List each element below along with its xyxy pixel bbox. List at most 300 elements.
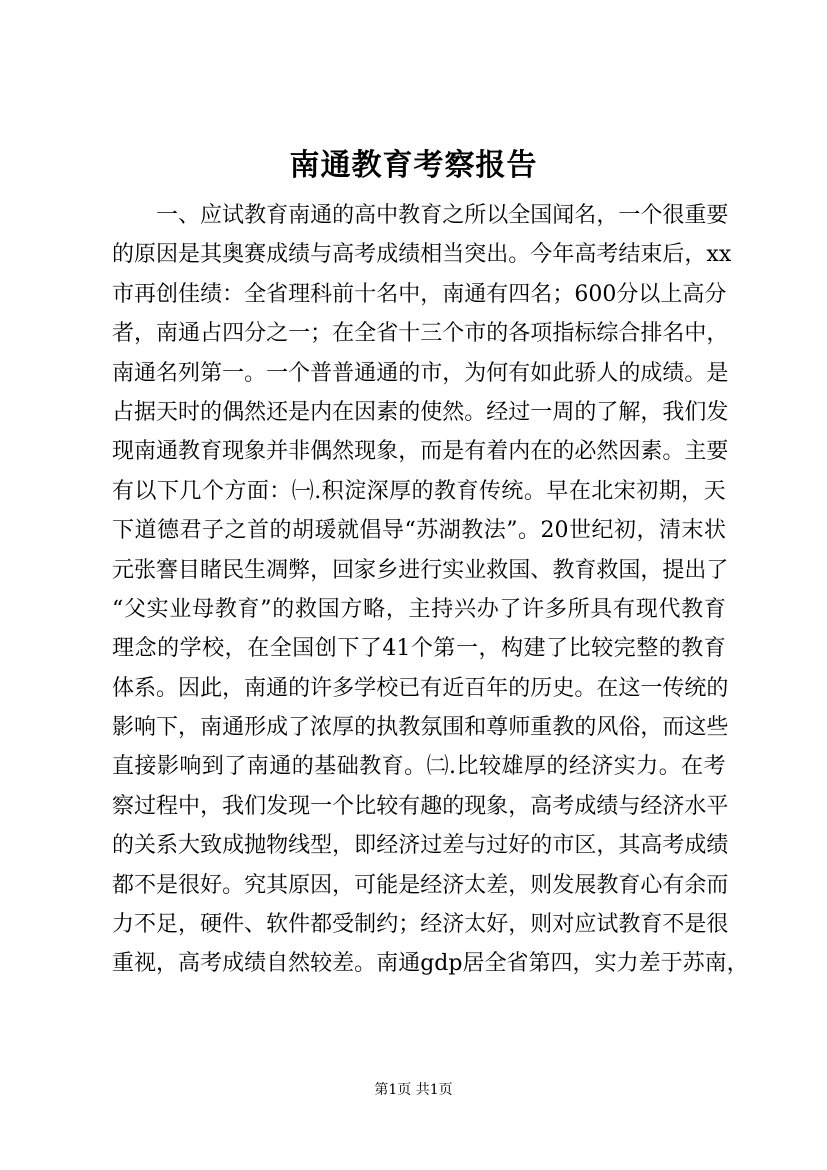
line-glyph: 差 [638,951,661,977]
line-glyph: 我 [222,793,245,819]
line-glyph: 的 [112,242,135,268]
line-glyph: 有 [508,360,531,386]
line-glyph: 十 [354,281,377,307]
line-glyph: “ [404,518,416,544]
line-glyph: 差 [486,872,509,898]
line-glyph: 上 [660,281,683,307]
body-line [112,275,726,314]
line-glyph: 余 [684,872,707,898]
line-glyph: 育 [456,478,479,504]
line-glyph: ， [478,636,501,662]
line-glyph: 考 [552,793,575,819]
body-line [112,669,729,708]
line-glyph: ， [200,793,223,819]
line-glyph: 整 [636,636,659,662]
line-glyph: 四 [222,321,245,347]
line-glyph: 较 [591,636,614,662]
line-glyph: 通 [222,715,245,741]
line-glyph: 比 [456,754,479,780]
line-glyph: 四 [508,281,531,307]
body-line [112,196,729,235]
line-glyph: 下 [112,518,135,544]
line-glyph: 们 [684,399,707,425]
line-glyph: 41 [382,636,411,662]
line-glyph: ， [596,203,619,228]
line-glyph: 列 [178,360,201,386]
line-glyph: 市 [464,321,487,347]
line-glyph: 百 [464,675,487,701]
line-glyph: 项 [530,321,553,347]
line-glyph: 如 [530,360,553,386]
line-glyph: 家 [354,557,377,583]
line-glyph: 的 [354,715,377,741]
line-glyph: 市 [552,833,575,859]
line-glyph: 据 [134,399,157,425]
line-glyph: 南 [244,675,267,701]
line-glyph: ， [385,596,408,622]
line-glyph: 教 [359,754,382,780]
body-line [112,511,726,550]
line-glyph: 有 [662,872,685,898]
line-glyph: 直 [112,754,135,780]
line-glyph: 绩 [662,360,685,386]
line-glyph: ” [506,518,518,544]
line-glyph: 是 [398,872,421,898]
line-glyph: 并 [266,439,289,465]
line-glyph: 这 [618,675,641,701]
line-glyph: 重 [684,203,707,228]
line-glyph: 淀 [344,478,367,504]
line-glyph: 现 [222,439,245,465]
line-glyph: 内 [310,399,333,425]
line-glyph: 全 [484,951,507,977]
line-glyph: 则 [530,912,553,938]
line-glyph: 素 [640,439,663,465]
line-glyph: 高 [178,951,201,977]
line-glyph: 重 [530,715,553,741]
line-glyph: 经 [568,754,591,780]
line-glyph: 合 [618,321,641,347]
line-glyph: 究 [244,872,267,898]
line-glyph: 偶 [222,399,245,425]
line-glyph: 周 [552,399,575,425]
line-glyph: 已 [398,675,421,701]
line-glyph: 是 [156,872,179,898]
line-glyph: 国 [530,203,553,228]
line-glyph: 偶 [310,439,333,465]
line-glyph: 心 [640,872,663,898]
line-glyph: 国 [508,557,531,583]
line-glyph: 程 [156,793,179,819]
line-glyph: 成 [640,360,663,386]
line-glyph: 方 [340,596,363,622]
line-glyph: “ [112,596,124,622]
line-glyph: 的 [530,833,553,859]
line-glyph: 则 [530,872,553,898]
line-glyph: 而 [420,439,443,465]
line-glyph: ， [640,557,663,583]
line-glyph: 一 [266,360,289,386]
line-glyph: 然 [442,399,465,425]
line-glyph: 然 [288,951,311,977]
line-glyph: 软 [266,912,289,938]
line-glyph: 尊 [486,715,509,741]
body-line [112,826,729,865]
line-glyph: 兴 [453,596,476,622]
line-glyph: 件 [288,912,311,938]
line-glyph: 回 [332,557,355,583]
line-glyph: 响 [134,715,157,741]
line-glyph: 受 [332,912,355,938]
line-glyph: ， [572,951,595,977]
line-glyph: 因 [156,242,179,268]
line-glyph: 成 [222,951,245,977]
line-glyph: 办 [476,596,499,622]
line-glyph: ， [596,833,619,859]
line-glyph: 传 [478,478,501,504]
line-glyph: 接 [134,754,157,780]
line-glyph: 的 [157,636,180,662]
line-glyph: 通 [266,675,289,701]
line-glyph: 了 [499,596,522,622]
line-glyph: 现 [112,439,135,465]
line-glyph: 济 [662,793,685,819]
line-glyph: 以 [638,281,661,307]
line-glyph: 市 [420,360,443,386]
line-glyph: ” [260,596,272,622]
line-glyph: 所 [464,203,487,228]
line-glyph: ， [640,715,663,741]
line-glyph: 三 [420,321,443,347]
body-line [112,944,749,983]
line-glyph: 的 [200,399,223,425]
line-glyph: 在 [596,675,619,701]
line-glyph: 实 [594,951,617,977]
line-glyph: 试 [596,912,619,938]
line-glyph: 分 [616,281,639,307]
line-glyph: 育 [420,203,443,228]
line-glyph: 母 [192,596,215,622]
line-glyph: 指 [552,321,575,347]
line-glyph: 统 [684,675,707,701]
line-glyph: 浓 [310,715,333,741]
body-line [112,314,729,353]
line-glyph: 省 [266,281,289,307]
line-glyph: gdp [420,951,463,977]
line-glyph: 然 [244,399,267,425]
line-glyph: 到 [201,754,224,780]
line-glyph: 经 [420,872,443,898]
line-glyph: 而 [706,872,729,898]
line-glyph: 略 [363,596,386,622]
line-glyph: 多 [544,596,567,622]
line-glyph: 通 [376,360,399,386]
line-glyph: 必 [574,439,597,465]
line-glyph: 过 [134,793,157,819]
line-glyph: 高 [530,793,553,819]
line-glyph: 謇 [156,557,179,583]
line-glyph: 通 [310,203,333,228]
line-glyph: 是 [288,399,311,425]
body-line [112,747,726,786]
line-glyph: 差 [442,833,465,859]
line-glyph: 提 [662,557,685,583]
line-glyph: 原 [134,242,157,268]
line-glyph: 国 [292,636,315,662]
line-glyph: 省 [376,321,399,347]
line-glyph: 。 [156,675,179,701]
line-glyph: 今 [530,242,553,268]
line-glyph: 救 [486,557,509,583]
line-glyph: 而 [662,715,685,741]
line-glyph: 校 [202,636,225,662]
line-glyph: 因 [310,872,333,898]
line-glyph: 考 [354,242,377,268]
line-glyph: 在 [332,321,355,347]
line-glyph: 佳 [178,281,201,307]
line-glyph: 育 [237,596,260,622]
line-glyph: 不 [134,872,157,898]
line-glyph: 之 [224,518,247,544]
line-glyph: 理 [288,281,311,307]
line-glyph: 一 [640,675,663,701]
line-glyph: 现 [635,596,658,622]
line-glyph: 君 [179,518,202,544]
line-glyph: 经 [640,793,663,819]
line-glyph: 教 [552,557,575,583]
line-glyph: 硬 [200,912,223,938]
line-glyph: 很 [706,912,729,938]
line-glyph: 一 [618,203,641,228]
line-glyph: 南 [704,951,727,977]
line-glyph: 近 [442,675,465,701]
line-glyph: 能 [376,872,399,898]
line-glyph: 绩 [398,242,421,268]
line-glyph: 个 [332,793,355,819]
line-glyph: 即 [354,833,377,859]
line-glyph: 通 [354,360,377,386]
line-glyph: 高 [682,281,705,307]
line-glyph: 历 [530,675,553,701]
line-glyph: 传 [662,675,685,701]
line-glyph: 弊 [288,557,311,583]
line-glyph: 有 [112,478,135,504]
line-glyph: 水 [684,793,707,819]
line-glyph: 各 [508,321,531,347]
line-glyph: ， [442,360,465,386]
line-glyph: ， [684,242,707,268]
line-glyph: 关 [134,833,157,859]
line-glyph: 要 [706,203,729,228]
line-glyph: 高 [640,833,663,859]
line-glyph: 创 [314,636,337,662]
line-glyph: 绩 [244,951,267,977]
line-glyph: 太 [464,912,487,938]
line-glyph: 有 [420,675,443,701]
line-glyph: ， [224,636,247,662]
line-glyph: ， [178,912,201,938]
line-glyph: 经 [420,912,443,938]
line-glyph: ； [310,321,333,347]
line-glyph: 对 [552,912,575,938]
line-glyph: 。 [574,675,597,701]
line-glyph: 我 [662,399,685,425]
line-glyph: 南 [200,715,223,741]
line-glyph: ； [398,912,421,938]
line-glyph: 教 [681,636,704,662]
line-glyph: 北 [591,478,614,504]
line-glyph: 发 [552,872,575,898]
line-glyph: 导 [382,518,405,544]
line-glyph: 状 [703,518,726,544]
line-glyph: 南 [112,360,135,386]
line-glyph: 全 [508,203,531,228]
line-glyph: ， [640,399,663,425]
line-glyph: 考 [200,951,223,977]
line-glyph: 致 [200,833,223,859]
line-glyph: 视 [134,951,157,977]
line-glyph: xx [706,242,732,268]
line-glyph: 持 [431,596,454,622]
line-glyph: ， [706,321,729,347]
line-glyph: 一 [310,793,333,819]
line-glyph: 市 [112,281,135,307]
line-glyph: 的 [442,793,465,819]
line-glyph: 形 [244,715,267,741]
line-glyph: 后 [662,242,685,268]
line-glyph: 业 [169,596,192,622]
line-glyph: 绩 [706,833,729,859]
line-glyph: 绩 [200,281,223,307]
line-glyph: 教 [244,203,267,228]
line-glyph: 国 [317,596,340,622]
line-glyph: 的 [574,715,597,741]
line-glyph: 教 [681,596,704,622]
line-glyph: 不 [662,912,685,938]
line-glyph: 与 [464,833,487,859]
line-glyph: 的 [486,321,509,347]
line-glyph: 校 [376,675,399,701]
line-glyph: 名 [530,281,553,307]
line-glyph: 厚 [523,754,546,780]
line-glyph: ， [636,518,659,544]
line-glyph: 清 [658,518,681,544]
line-glyph: 。 [508,242,531,268]
line-glyph: 的 [398,399,421,425]
line-glyph: 南 [376,951,399,977]
line-glyph: 。 [684,360,707,386]
line-glyph: 名 [574,203,597,228]
line-glyph: 、 [244,912,267,938]
line-glyph: 成 [376,242,399,268]
line-glyph: 过 [508,399,531,425]
line-glyph: 高 [332,242,355,268]
line-glyph: 。 [464,399,487,425]
line-glyph: 胡 [292,518,315,544]
line-glyph: 全 [354,321,377,347]
line-glyph: 绩 [288,242,311,268]
line-glyph: 一 [288,321,311,347]
line-glyph: 育 [266,203,289,228]
line-glyph: 的 [618,360,641,386]
line-glyph: 区 [574,833,597,859]
line-glyph: 初 [613,518,636,544]
line-glyph: 之 [266,321,289,347]
line-glyph: 俗 [618,715,641,741]
line-glyph: 名 [662,321,685,347]
line-glyph: 厚 [332,715,355,741]
line-glyph: 主 [684,439,707,465]
line-glyph: 济 [442,912,465,938]
line-glyph: 倡 [359,518,382,544]
line-glyph: 的 [269,518,292,544]
body-line [112,590,726,629]
line-glyph: 高 [354,203,377,228]
line-glyph: 是 [442,439,465,465]
line-glyph: 结 [618,242,641,268]
line-glyph: 在 [681,754,704,780]
line-glyph: 的 [552,439,575,465]
page-footer: 第1页 共1页 [374,1082,453,1098]
line-glyph: ㈡ [426,754,449,780]
line-glyph: ， [178,715,201,741]
line-glyph: 德 [157,518,180,544]
line-glyph: 型 [310,833,333,859]
line-glyph: 宋 [613,478,636,504]
line-glyph: 趣 [420,793,443,819]
line-glyph: 成 [222,833,245,859]
line-glyph: 过 [420,833,443,859]
line-glyph: 普 [332,360,355,386]
line-glyph: 自 [266,951,289,977]
line-glyph: . [314,478,322,504]
line-glyph: 再 [134,281,157,307]
line-glyph: 以 [134,478,157,504]
line-glyph: 分 [244,321,267,347]
line-glyph: 试 [222,203,245,228]
line-glyph: 分 [704,281,727,307]
line-glyph: 体 [112,675,135,701]
line-glyph: ， [332,833,355,859]
line-glyph: 末 [681,518,704,544]
line-glyph: 建 [523,636,546,662]
line-glyph: 教 [434,478,457,504]
line-glyph: 的 [291,754,314,780]
line-glyph: 出 [486,242,509,268]
line-glyph: ， [508,793,531,819]
line-glyph: ， [681,478,704,504]
line-glyph: 然 [332,439,355,465]
line-glyph: 史 [552,675,575,701]
line-glyph: 可 [354,872,377,898]
line-glyph: 名 [376,281,399,307]
line-glyph: 大 [178,833,201,859]
line-glyph: 当 [442,242,465,268]
line-glyph: 们 [244,793,267,819]
line-glyph: 苏 [682,951,705,977]
line-glyph: 人 [596,360,619,386]
body-line [112,866,729,905]
line-glyph: ， [726,951,749,977]
line-glyph: 的 [288,675,311,701]
line-glyph: 使 [420,399,443,425]
line-glyph: 育 [381,754,404,780]
line-glyph: 第 [528,951,551,977]
line-glyph: 天 [703,478,726,504]
line-glyph: 国 [618,557,641,583]
line-glyph: 因 [178,675,201,701]
line-glyph: 察 [112,793,135,819]
